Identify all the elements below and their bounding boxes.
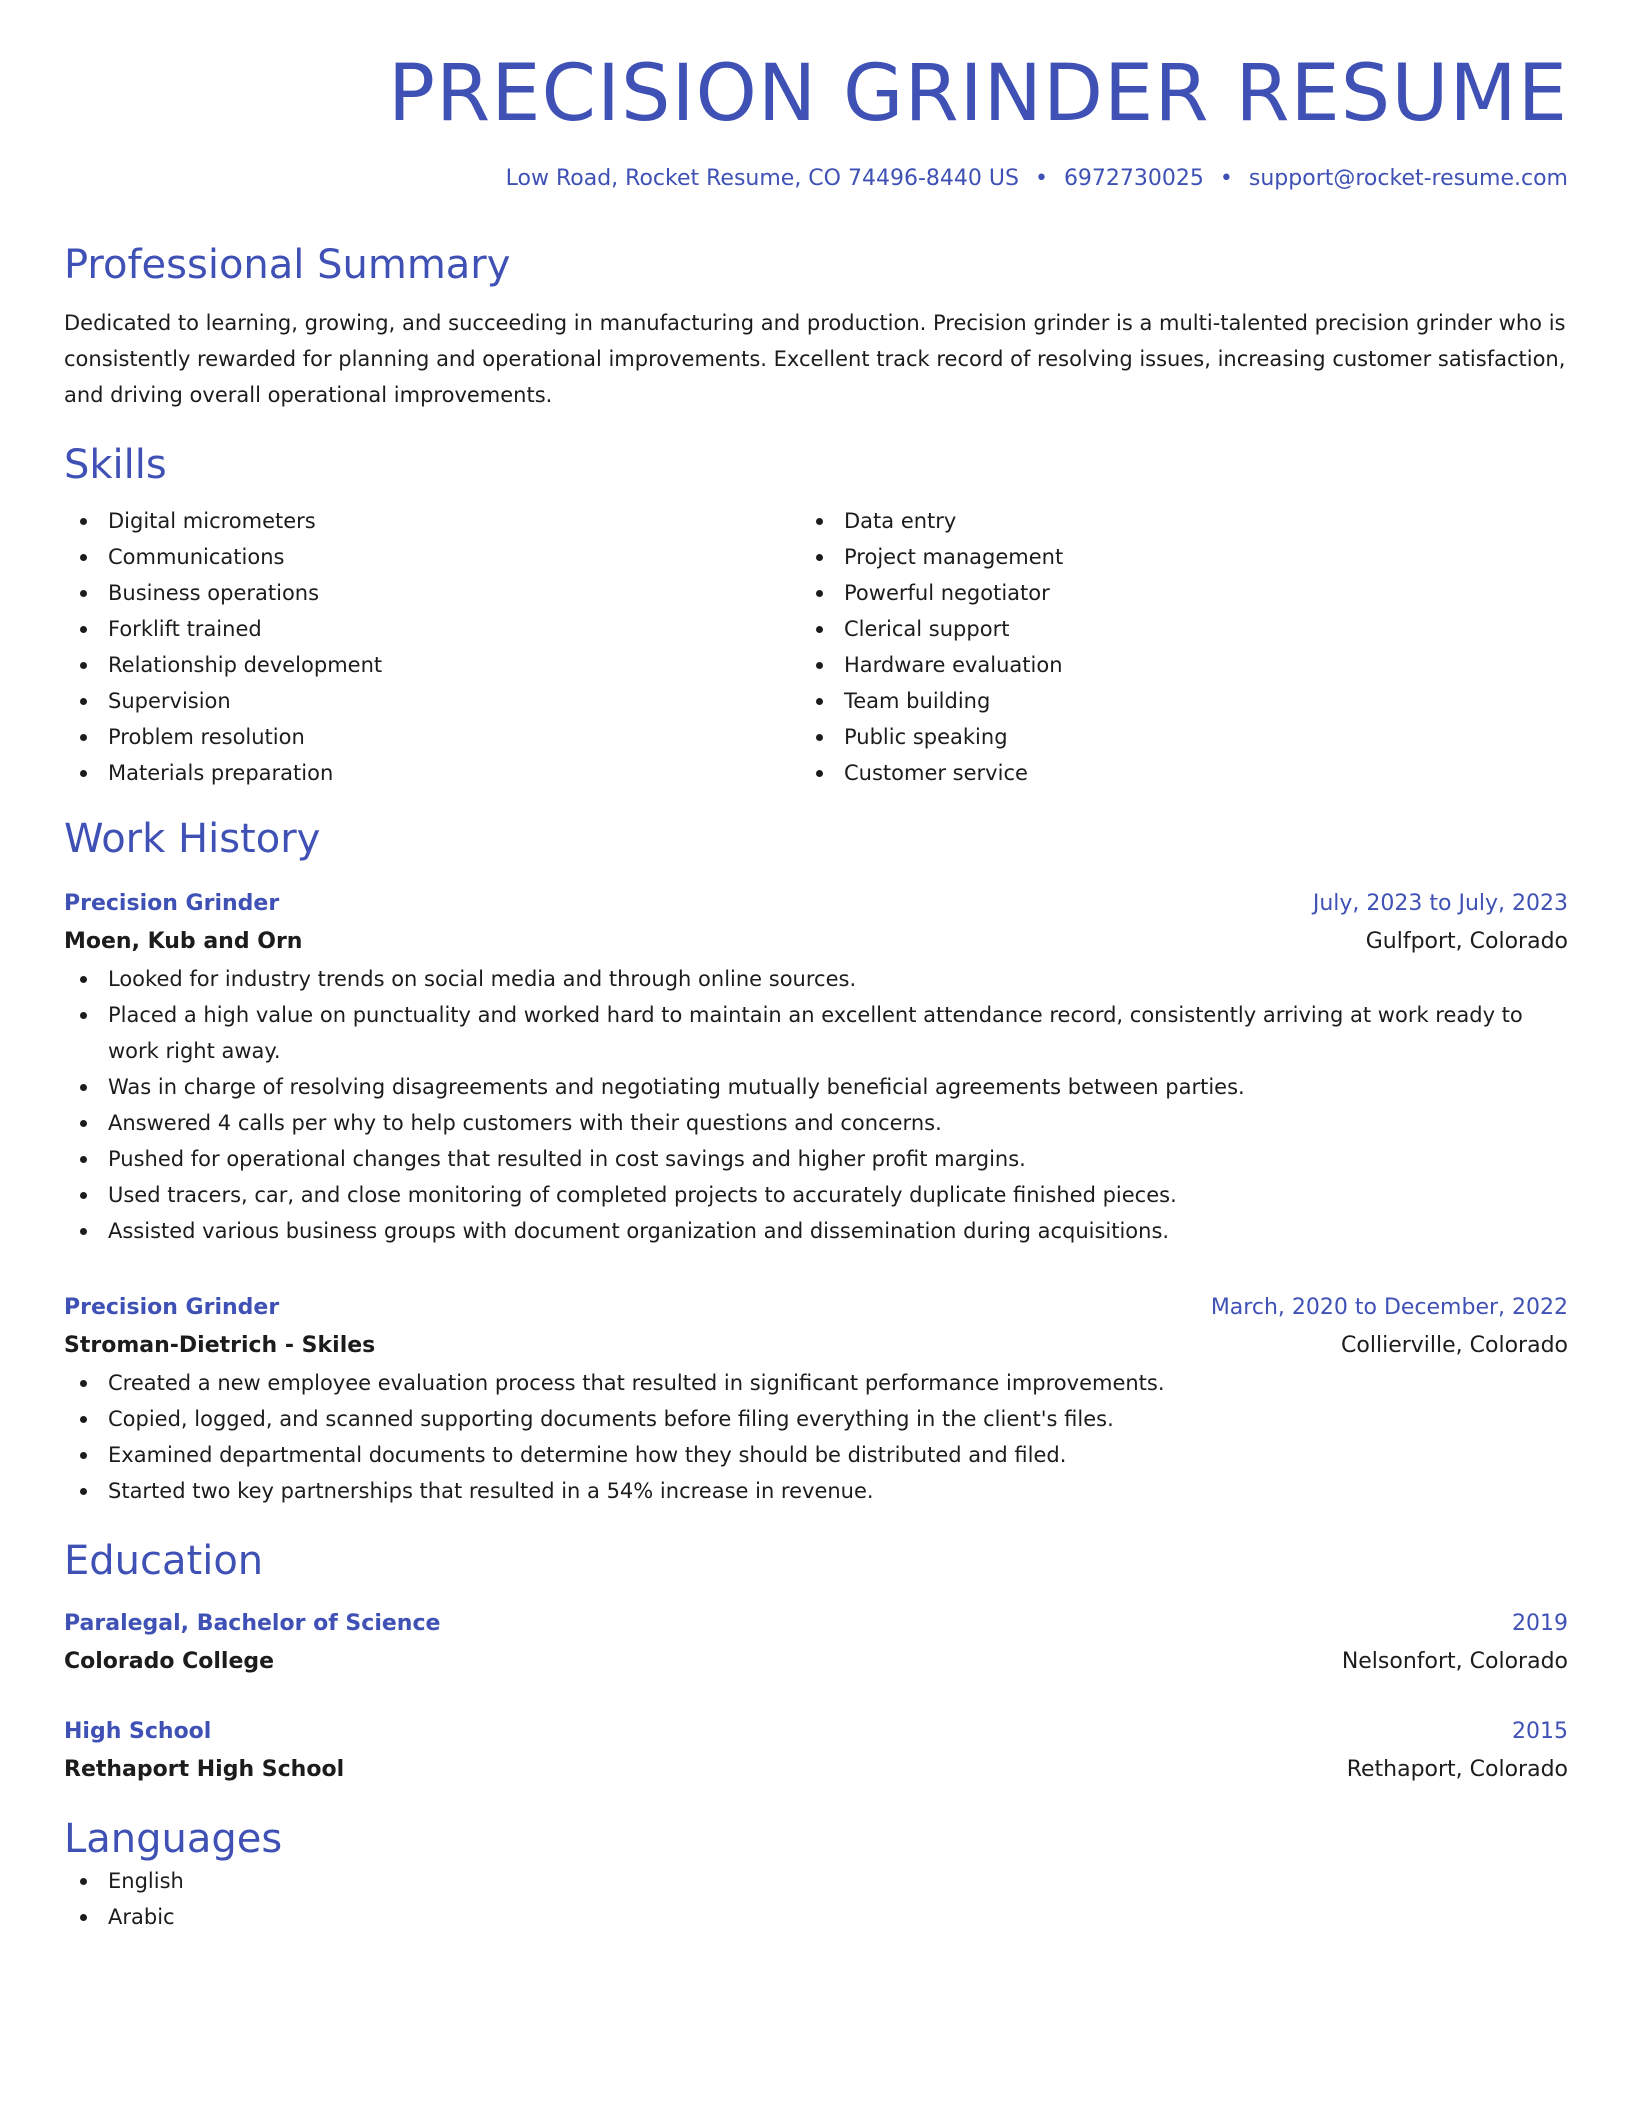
job-entry: [64, 885, 1568, 1249]
skills-grid: [64, 503, 1568, 791]
skills-column-left: [64, 503, 800, 791]
education-heading: Education: [64, 1537, 264, 1584]
job-bullet: Answered 4 calls per why to help customers with their questions and concerns.: [64, 1105, 1568, 1141]
education-year: 2015: [1512, 1718, 1568, 1744]
job-title: Precision Grinder: [64, 1294, 280, 1320]
skill-item: Project management: [800, 539, 1536, 575]
education-entry: [64, 1605, 1568, 1681]
languages-heading: Languages: [64, 1815, 283, 1862]
job-dates: March, 2020 to December, 2022: [1210, 1294, 1568, 1320]
skill-item: Communications: [64, 539, 800, 575]
education-location: Rethaport, Colorado: [1346, 1756, 1568, 1782]
skill-item: Hardware evaluation: [800, 647, 1536, 683]
job-bullet: Assisted various business groups with document organization and dissemination during acquisitions.: [64, 1213, 1568, 1249]
job-header-row: [64, 1289, 1568, 1327]
skill-item: Clerical support: [800, 611, 1536, 647]
job-bullet: Started two key partnerships that resulted in a 54% increase in revenue.: [64, 1473, 1568, 1509]
job-bullets: [64, 961, 1568, 1249]
job-location: Gulfport, Colorado: [1365, 928, 1568, 954]
summary-text: Dedicated to learning, growing, and succeeding in manufacturing and production. Precision grinder is a multi-talented precision grinder who is consistently rewarded for planning and operational improvements. Excellent track record of resolving issues, increasing customer satisfaction, and driving overall operational improvements.: [64, 310, 1566, 407]
education-header-row: [64, 1713, 1568, 1751]
skill-item: Team building: [800, 683, 1536, 719]
education-degree: High School: [64, 1718, 212, 1744]
skill-item: Business operations: [64, 575, 800, 611]
job-dates: July, 2023 to July, 2023: [1312, 890, 1568, 916]
language-item: Arabic: [64, 1899, 1568, 1935]
skills-list-right: [800, 503, 1536, 791]
job-location: Collierville, Colorado: [1341, 1332, 1568, 1358]
job-header-row: [64, 885, 1568, 923]
job-bullet: Created a new employee evaluation process that resulted in significant performance improvements.: [64, 1365, 1568, 1401]
skill-item: Public speaking: [800, 719, 1536, 755]
skill-item: Powerful negotiator: [800, 575, 1536, 611]
job-company-row: [64, 923, 1568, 961]
job-bullets: [64, 1365, 1568, 1509]
job-title: Precision Grinder: [64, 890, 280, 916]
job-bullet: Placed a high value on punctuality and worked hard to maintain an excellent attendance record, consistently arriving at work ready to work right away.: [64, 997, 1568, 1069]
skill-item: Problem resolution: [64, 719, 800, 755]
contact-separator: •: [1034, 165, 1048, 191]
education-degree: Paralegal, Bachelor of Science: [64, 1610, 441, 1636]
job-entry: [64, 1289, 1568, 1509]
job-bullet: Copied, logged, and scanned supporting documents before filing everything in the client's files.: [64, 1401, 1568, 1437]
skill-item: Supervision: [64, 683, 800, 719]
skills-heading: Skills: [64, 441, 167, 488]
job-company: Stroman-Dietrich - Skiles: [64, 1332, 376, 1358]
job-bullet: Pushed for operational changes that resulted in cost savings and higher profit margins.: [64, 1141, 1568, 1177]
job-bullet: Examined departmental documents to determine how they should be distributed and filed.: [64, 1437, 1568, 1473]
skill-item: Data entry: [800, 503, 1536, 539]
skill-item: Customer service: [800, 755, 1536, 791]
skill-item: Relationship development: [64, 647, 800, 683]
education-entry: [64, 1713, 1568, 1789]
skills-column-right: [800, 503, 1536, 791]
education-school-row: [64, 1643, 1568, 1681]
job-bullet: Was in charge of resolving disagreements and negotiating mutually beneficial agreements between parties.: [64, 1069, 1568, 1105]
education-year: 2019: [1512, 1610, 1568, 1636]
education-location: Nelsonfort, Colorado: [1341, 1648, 1568, 1674]
job-company-row: [64, 1327, 1568, 1365]
skills-list-left: [64, 503, 800, 791]
education-school: Rethaport High School: [64, 1756, 345, 1782]
work-history-heading: Work History: [64, 815, 321, 862]
resume-title: PRECISION GRINDER RESUME: [387, 49, 1568, 139]
education-school-row: [64, 1751, 1568, 1789]
education-header-row: [64, 1605, 1568, 1643]
job-bullet: Looked for industry trends on social media and through online sources.: [64, 961, 1568, 997]
contact-line: [64, 166, 1568, 191]
skill-item: Forklift trained: [64, 611, 800, 647]
contact-separator: •: [1219, 165, 1233, 191]
skill-item: Digital micrometers: [64, 503, 800, 539]
job-company: Moen, Kub and Orn: [64, 928, 303, 954]
language-item: English: [64, 1863, 1568, 1899]
contact-email[interactable]: support@rocket-resume.com: [1248, 165, 1568, 191]
contact-address: Low Road, Rocket Resume, CO 74496-8440 US: [505, 165, 1019, 191]
education-school: Colorado College: [64, 1648, 275, 1674]
summary-heading: Professional Summary: [64, 241, 511, 288]
skill-item: Materials preparation: [64, 755, 800, 791]
job-bullet: Used tracers, car, and close monitoring of completed projects to accurately duplicate finished pieces.: [64, 1177, 1568, 1213]
contact-phone: 6972730025: [1063, 165, 1204, 191]
languages-list: [64, 1863, 1568, 1935]
